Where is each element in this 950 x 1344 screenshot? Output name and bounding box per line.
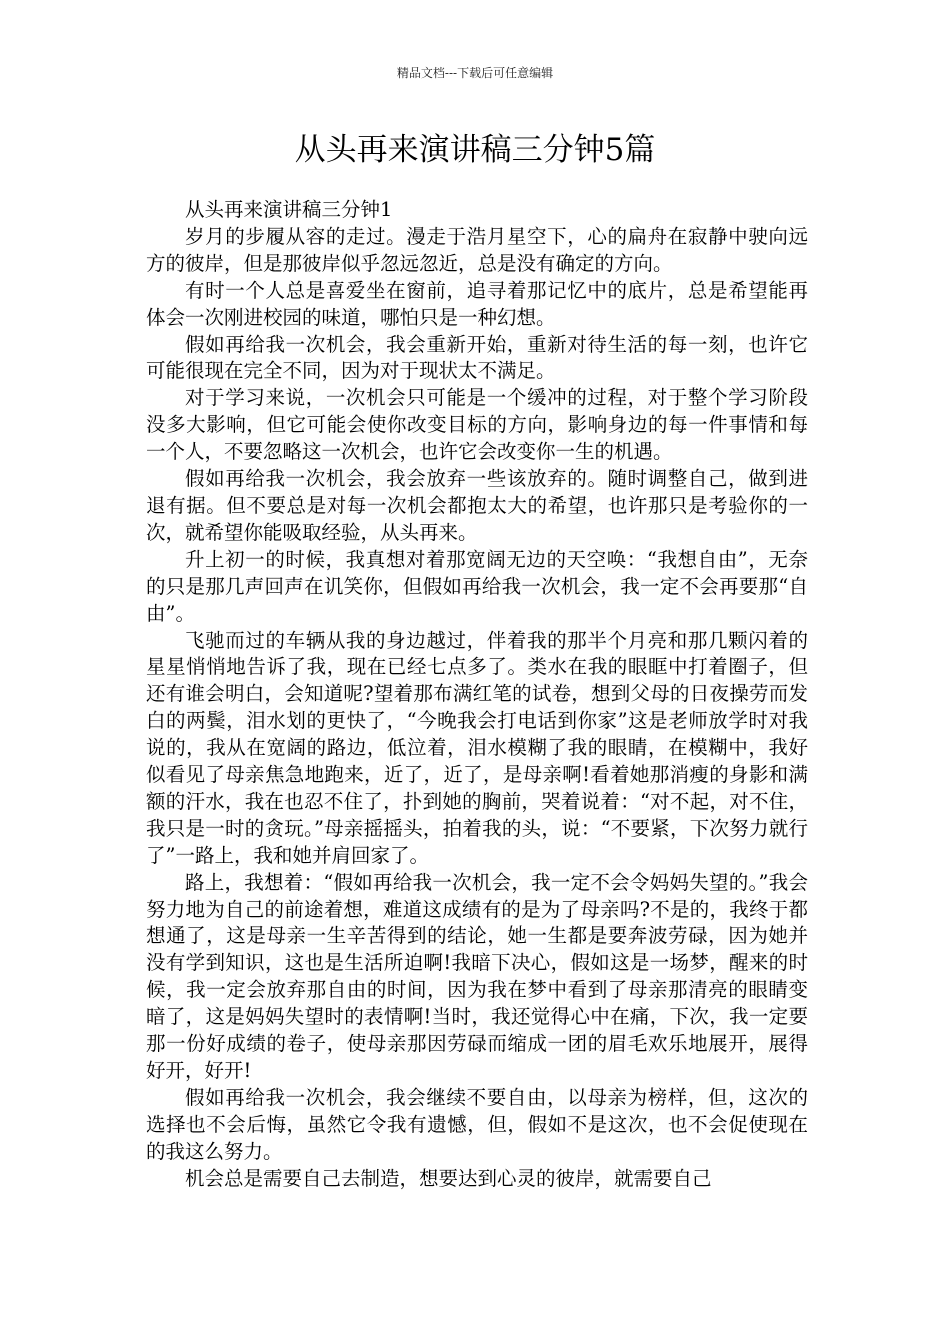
body-paragraph: 岁月的步履从容的走过。漫走于浩月星空下，心的扁舟在寂静中驶向远方的彼岸，但是那彼岸似乎忽远忽近，总是没有确定的方向。 <box>146 224 808 275</box>
body-paragraph: 飞驰而过的车辆从我的身边越过，伴着我的那半个月亮和那几颗闪着的星星悄悄地告诉了我，现在已经七点多了。类水在我的眼眶中打着圈子，但还有谁会明白，会知道呢?望着那布满红笔的试卷，想到父母的日夜操劳而发白的两鬓，泪水划的更快了，“今晚我会打电话到你家”这是老师放学时对我说的，我从在宽阔的路边，低泣着，泪水模糊了我的眼睛，在模糊中，我好似看见了母亲焦急地跑来，近了，近了，是母亲啊!看着她那消瘦的身影和满额的汗水，我在也忍不住了，扑到她的胸前，哭着说着：“对不起，对不住，我只是一时的贪玩。”母亲摇摇头，拍着我的头，说：“不要紧，下次努力就行了”一路上，我和她并肩回家了。 <box>146 628 808 867</box>
page-header: 精品文档---下载后可任意编辑 <box>396 66 554 80</box>
body-paragraph: 假如再给我一次机会，我会继续不要自由，以母亲为榜样，但，这次的选择也不会后悔，虽然它令我有遗憾，但，假如不是这次，也不会促使现在的我这么努力。 <box>146 1085 808 1163</box>
body-paragraph: 假如再给我一次机会，我会重新开始，重新对待生活的每一刻，也许它可能很现在完全不同，因为对于现状太不满足。 <box>146 332 808 383</box>
body-paragraph: 有时一个人总是喜爱坐在窗前，追寻着那记忆中的底片，总是希望能再体会一次刚进校园的味道，哪怕只是一种幻想。 <box>146 278 808 329</box>
body-paragraph: 对于学习来说，一次机会只可能是一个缓冲的过程，对于整个学习阶段没多大影响，但它可能会使你改变目标的方向，影响身边的每一件事情和每一个人，不要忽略这一次机会，也许它会改变你一生的机遇。 <box>146 386 808 464</box>
body-paragraph: 机会总是需要自己去制造，想要达到心灵的彼岸，就需要自己 <box>185 1166 712 1190</box>
body-paragraph: 升上初一的时候，我真想对着那宽阔无边的天空唤：“我想自由”，无奈的只是那几声回声在讥笑你，但假如再给我一次机会，我一定不会再要那“自由”。 <box>146 547 808 625</box>
document-title: 从头再来演讲稿三分钟5篇 <box>294 132 656 168</box>
body-paragraph: 路上，我想着：“假如再给我一次机会，我一定不会令妈妈失望的。”我会努力地为自己的前途着想，难道这成绩有的是为了母亲吗?不是的，我终于都想通了，这是母亲一生辛苦得到的结论，她一生都是要奔波劳碌，因为她并没有学到知识，这也是生活所迫啊!我暗下决心，假如这是一场梦，醒来的时候，我一定会放弃那自由的时间，因为我在梦中看到了母亲那清亮的眼睛变暗了，这是妈妈失望时的表情啊!当时，我还觉得心中在痛，下次，我一定要那一份好成绩的卷子，使母亲那因劳碌而缩成一团的眉毛欢乐地展开，展得好开，好开! <box>146 870 808 1082</box>
body-paragraph: 假如再给我一次机会，我会放弃一些该放弃的。随时调整自己，做到进退有据。但不要总是对每一次机会都抱太大的希望，也许那只是考验你的一次，就希望你能吸取经验，从头再来。 <box>146 467 808 544</box>
document-body <box>146 197 808 1193</box>
section-heading: 从头再来演讲稿三分钟1 <box>185 198 393 221</box>
